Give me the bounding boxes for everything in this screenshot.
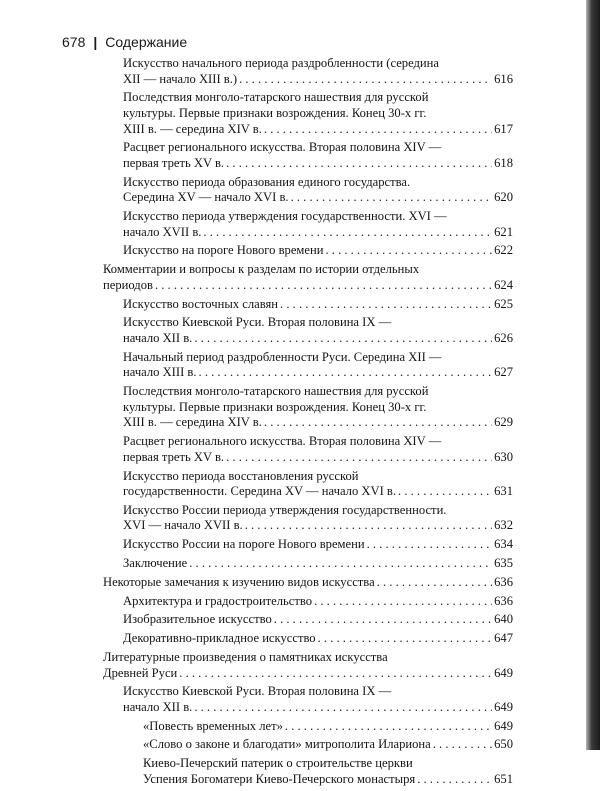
toc-entry-title-line: XIII в. — середина XIV в.	[123, 121, 262, 136]
toc-entry[interactable]	[103, 56, 513, 87]
toc-entry-title-line: Декоративно-прикладное искусство	[123, 631, 316, 646]
toc-entry[interactable]	[103, 209, 513, 240]
toc-page-number: 631	[494, 484, 513, 499]
toc-entry-title-line: Искусство начального периода раздробленности (середина	[123, 56, 439, 70]
toc-entry[interactable]	[103, 175, 513, 206]
toc-entry-title-line: Комментарии и вопросы к разделам по истории отдельных	[103, 262, 420, 277]
toc-entry-title-line: культуры. Первые признаки возрождения. Конец 30-х гг.	[123, 399, 427, 414]
dot-leader	[199, 365, 493, 381]
running-header	[62, 30, 187, 54]
dot-leader	[155, 278, 492, 294]
toc-page-number: 651	[494, 771, 513, 786]
toc-entry[interactable]	[103, 315, 513, 346]
dot-leader	[194, 331, 492, 347]
toc-page-number: 620	[494, 190, 513, 205]
toc-entry[interactable]	[103, 684, 513, 715]
toc-page-number: 625	[494, 296, 513, 311]
toc-entry-title-line: Заключение	[123, 556, 188, 571]
dot-leader	[417, 772, 492, 788]
toc-entry-title-line: Изобразительное искусство	[123, 612, 272, 627]
dot-leader	[264, 415, 492, 431]
toc-page-number: 626	[494, 331, 513, 345]
toc-page-number: 617	[494, 121, 513, 136]
toc-entry[interactable]	[103, 575, 513, 591]
dot-leader	[285, 719, 492, 735]
toc-entry-title-line: Архитектура и градостроительство	[123, 593, 313, 608]
running-title: Содержание	[105, 34, 188, 50]
toc-entry[interactable]	[103, 631, 513, 647]
toc-page-number: 629	[494, 415, 513, 430]
toc-page-number: 632	[494, 518, 513, 533]
toc-entry[interactable]	[103, 719, 513, 735]
dot-leader	[226, 156, 492, 172]
toc-entry[interactable]	[103, 612, 513, 628]
dot-leader	[274, 612, 492, 628]
dot-leader	[318, 631, 493, 647]
dot-leader	[280, 297, 492, 313]
toc-entry-title-line: начало XII в.	[123, 699, 193, 714]
toc-entry[interactable]	[103, 90, 513, 137]
toc-entry-title-line: Искусство восточных славян	[123, 296, 279, 311]
toc-entry-title-line: Начальный период раздробленности Руси. Середина XII —	[123, 349, 442, 364]
toc-page-number: 634	[494, 537, 513, 552]
toc-entry[interactable]	[103, 297, 513, 313]
toc-entry-title-line: периодов	[103, 277, 153, 292]
dot-leader	[291, 190, 493, 206]
dot-leader	[325, 243, 492, 259]
toc-entry-title-line: начало XVII в.	[123, 224, 202, 239]
toc-entry[interactable]	[103, 384, 513, 431]
toc-entry-title-line: Искусство Киевской Руси. Вторая половина IX —	[123, 315, 392, 330]
dot-leader	[367, 537, 493, 553]
toc-entry-title-line: «Повесть временных лет»	[143, 718, 283, 733]
toc-entry-title-line: Искусство периода образования единого государства.	[123, 174, 411, 189]
toc-entry-title-line: Середина XV — начало XVI в.	[123, 190, 289, 205]
dot-leader	[194, 700, 492, 716]
toc-page-number: 622	[494, 243, 513, 258]
toc-entry-title-line: XVI — начало XVII в.	[123, 518, 243, 533]
toc-page-number: 649	[494, 699, 513, 714]
toc-entry-title-line: первая треть XV в.	[123, 449, 225, 464]
toc-entry-title-line: культуры. Первые признаки возрождения. Конец 30-х гг.	[123, 105, 427, 120]
toc-entry-title-line: Искусство на пороге Нового времени	[123, 243, 324, 258]
toc-page-number: 649	[494, 665, 513, 680]
dot-leader	[203, 225, 492, 241]
toc-entry[interactable]	[103, 469, 513, 500]
dot-leader	[189, 556, 492, 572]
dot-leader	[239, 72, 492, 88]
toc-page-number: 616	[494, 71, 513, 86]
toc-entry-title-line: Расцвет регионального искусства. Вторая половина XIV —	[123, 140, 442, 155]
toc-page-number: 618	[494, 155, 513, 170]
toc-entry-title-line: начало XII в.	[123, 331, 193, 345]
toc-page-number: 627	[494, 365, 513, 380]
toc-entry[interactable]	[103, 350, 513, 381]
toc-page-number: 635	[494, 556, 513, 571]
page-number: 678	[62, 34, 86, 50]
toc-entry-title-line: XII — начало XIII в.)	[123, 71, 238, 86]
toc-entry[interactable]	[103, 434, 513, 465]
dot-leader	[226, 450, 492, 466]
dot-leader	[377, 575, 492, 591]
toc-page-number: 650	[494, 737, 513, 752]
toc-entry[interactable]	[103, 537, 513, 553]
toc-entry[interactable]	[103, 594, 513, 610]
toc-entry-title-line: Искусство периода восстановления русской	[123, 468, 359, 483]
toc-entry-title-line: Некоторые замечания к изучению видов искусства	[103, 574, 375, 589]
toc-entry-title-line: Последствия монголо-татарского нашествия для русской	[123, 90, 429, 105]
toc-page-number: 649	[494, 718, 513, 733]
toc-entry[interactable]	[103, 556, 513, 572]
dot-leader	[314, 594, 492, 610]
toc-entry-title-line: первая треть XV в.	[123, 155, 225, 170]
toc-entry[interactable]	[103, 243, 513, 259]
toc-entry-title-line: XIII в. — середина XIV в.	[123, 415, 262, 430]
toc-page-number: 630	[494, 449, 513, 464]
toc-entry-title-line: начало XIII в.	[123, 365, 197, 380]
header-separator: |	[93, 34, 98, 50]
toc-entry-title-line: Древней Руси	[103, 665, 178, 680]
dot-leader	[245, 518, 492, 534]
dot-leader	[264, 122, 492, 138]
book-spine-shadow	[586, 0, 600, 750]
toc-page-number: 636	[494, 574, 513, 589]
toc-page-number: 621	[494, 224, 513, 239]
toc-entry[interactable]	[103, 140, 513, 171]
toc-entry-title-line: государственности. Середина XV — начало XVI в.	[123, 484, 397, 499]
dot-leader	[179, 666, 492, 682]
toc-page-number: 636	[494, 593, 513, 608]
table-of-contents	[103, 56, 513, 791]
toc-entry[interactable]	[103, 756, 513, 787]
toc-entry-title-line: Искусство периода утверждения государственности. XVI —	[123, 209, 447, 224]
toc-page-number: 640	[494, 612, 513, 627]
toc-page-number: 624	[494, 277, 513, 292]
toc-entry-title-line: Искусство России на пороге Нового времени	[123, 537, 365, 552]
dot-leader	[398, 484, 492, 500]
toc-entry[interactable]	[103, 503, 513, 534]
dot-leader	[433, 737, 492, 753]
toc-entry[interactable]	[103, 737, 513, 753]
toc-entry-title-line: Искусство России периода утверждения государственности.	[123, 502, 447, 517]
toc-entry-title-line: Последствия монголо-татарского нашествия для русской	[123, 384, 429, 399]
toc-entry-title-line: Киево-Печерский патерик о строительстве церкви	[143, 756, 413, 771]
toc-entry[interactable]	[103, 262, 513, 293]
toc-page-number: 647	[494, 631, 513, 646]
toc-entry-title-line: Литературные произведения о памятниках искусства	[103, 649, 388, 664]
toc-entry-title-line: Успения Богоматери Киево-Печерского монастыря	[143, 771, 416, 786]
toc-entry-title-line: «Слово о законе и благодати» митрополита Илариона	[143, 737, 431, 752]
toc-entry-title-line: Искусство Киевской Руси. Вторая половина IX —	[123, 684, 392, 699]
toc-entry[interactable]	[103, 650, 513, 681]
toc-entry-title-line: Расцвет регионального искусства. Вторая половина XIV —	[123, 434, 442, 449]
